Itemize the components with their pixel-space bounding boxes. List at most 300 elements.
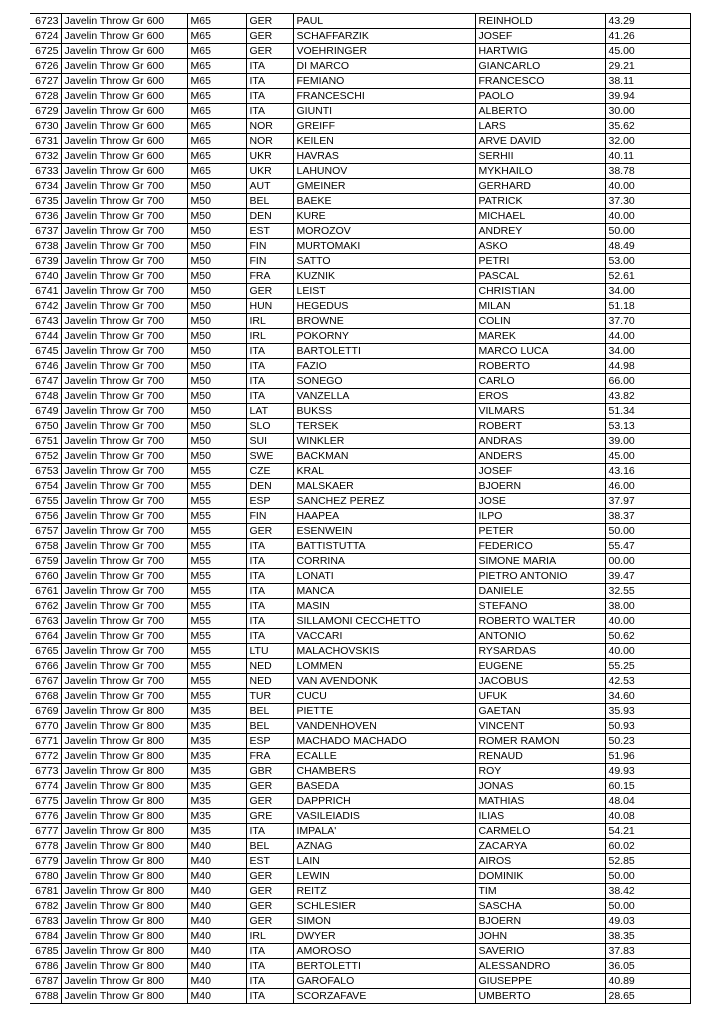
first-name: SIMONE MARIA xyxy=(475,554,605,569)
entry-number: 6779 xyxy=(30,854,61,869)
first-name: LARS xyxy=(475,119,605,134)
table-row xyxy=(30,884,690,899)
result-mark: 37.83 xyxy=(605,944,690,959)
last-name: LEWIN xyxy=(293,869,475,884)
entry-number: 6769 xyxy=(30,704,61,719)
first-name: ALBERTO xyxy=(475,104,605,119)
table-row xyxy=(30,554,690,569)
result-mark: 50.00 xyxy=(605,224,690,239)
first-name: ZACARYA xyxy=(475,839,605,854)
table-row xyxy=(30,74,690,89)
result-mark: 60.02 xyxy=(605,839,690,854)
event-name: Javelin Throw Gr 800 xyxy=(61,809,187,824)
result-mark: 53.13 xyxy=(605,419,690,434)
age-category: M50 xyxy=(187,269,246,284)
age-category: M40 xyxy=(187,854,246,869)
event-name: Javelin Throw Gr 700 xyxy=(61,284,187,299)
entry-number: 6732 xyxy=(30,149,61,164)
last-name: SCHAFFARZIK xyxy=(293,29,475,44)
result-mark: 45.00 xyxy=(605,449,690,464)
entry-number: 6783 xyxy=(30,914,61,929)
entry-number: 6767 xyxy=(30,674,61,689)
country-code: ITA xyxy=(246,629,293,644)
first-name: MARCO LUCA xyxy=(475,344,605,359)
age-category: M55 xyxy=(187,539,246,554)
age-category: M50 xyxy=(187,329,246,344)
age-category: M65 xyxy=(187,74,246,89)
first-name: MATHIAS xyxy=(475,794,605,809)
result-mark: 50.00 xyxy=(605,899,690,914)
result-mark: 54.21 xyxy=(605,824,690,839)
result-mark: 35.93 xyxy=(605,704,690,719)
table-row xyxy=(30,659,690,674)
first-name: ILIAS xyxy=(475,809,605,824)
first-name: SERHII xyxy=(475,149,605,164)
last-name: ESENWEIN xyxy=(293,524,475,539)
result-mark: 39.00 xyxy=(605,434,690,449)
event-name: Javelin Throw Gr 700 xyxy=(61,404,187,419)
table-row xyxy=(30,569,690,584)
entry-number: 6724 xyxy=(30,29,61,44)
entry-number: 6738 xyxy=(30,239,61,254)
country-code: CZE xyxy=(246,464,293,479)
event-name: Javelin Throw Gr 700 xyxy=(61,569,187,584)
last-name: LAIN xyxy=(293,854,475,869)
first-name: ILPO xyxy=(475,509,605,524)
first-name: JOSE xyxy=(475,494,605,509)
entry-number: 6787 xyxy=(30,974,61,989)
result-mark: 42.53 xyxy=(605,674,690,689)
last-name: VOEHRINGER xyxy=(293,44,475,59)
age-category: M35 xyxy=(187,704,246,719)
last-name: KRAL xyxy=(293,464,475,479)
result-mark: 39.47 xyxy=(605,569,690,584)
country-code: ITA xyxy=(246,389,293,404)
first-name: UMBERTO xyxy=(475,989,605,1004)
table-row xyxy=(30,179,690,194)
country-code: ITA xyxy=(246,104,293,119)
event-name: Javelin Throw Gr 700 xyxy=(61,479,187,494)
entry-number: 6763 xyxy=(30,614,61,629)
event-name: Javelin Throw Gr 700 xyxy=(61,614,187,629)
entry-number: 6726 xyxy=(30,59,61,74)
table-row xyxy=(30,314,690,329)
first-name: DANIELE xyxy=(475,584,605,599)
age-category: M55 xyxy=(187,644,246,659)
first-name: GAETAN xyxy=(475,704,605,719)
entry-number: 6723 xyxy=(30,14,61,29)
result-mark: 52.61 xyxy=(605,269,690,284)
entry-number: 6777 xyxy=(30,824,61,839)
event-name: Javelin Throw Gr 800 xyxy=(61,989,187,1004)
result-mark: 53.00 xyxy=(605,254,690,269)
country-code: GER xyxy=(246,884,293,899)
country-code: FIN xyxy=(246,254,293,269)
table-row xyxy=(30,989,690,1004)
first-name: ROY xyxy=(475,764,605,779)
country-code: ITA xyxy=(246,569,293,584)
result-mark: 41.26 xyxy=(605,29,690,44)
entry-number: 6781 xyxy=(30,884,61,899)
result-mark: 35.62 xyxy=(605,119,690,134)
entry-number: 6773 xyxy=(30,764,61,779)
result-mark: 43.82 xyxy=(605,389,690,404)
first-name: MILAN xyxy=(475,299,605,314)
result-mark: 32.55 xyxy=(605,584,690,599)
entry-number: 6741 xyxy=(30,284,61,299)
event-name: Javelin Throw Gr 700 xyxy=(61,314,187,329)
result-mark: 52.85 xyxy=(605,854,690,869)
result-mark: 50.93 xyxy=(605,719,690,734)
result-mark: 43.29 xyxy=(605,14,690,29)
first-name: ROMER RAMON xyxy=(475,734,605,749)
entry-number: 6739 xyxy=(30,254,61,269)
table-row xyxy=(30,284,690,299)
age-category: M65 xyxy=(187,59,246,74)
first-name: CARMELO xyxy=(475,824,605,839)
table-row xyxy=(30,299,690,314)
table-row xyxy=(30,524,690,539)
event-name: Javelin Throw Gr 600 xyxy=(61,89,187,104)
entry-number: 6749 xyxy=(30,404,61,419)
event-name: Javelin Throw Gr 700 xyxy=(61,524,187,539)
last-name: FRANCESCHI xyxy=(293,89,475,104)
result-mark: 50.00 xyxy=(605,869,690,884)
last-name: HEGEDUS xyxy=(293,299,475,314)
age-category: M65 xyxy=(187,164,246,179)
table-row xyxy=(30,614,690,629)
country-code: UKR xyxy=(246,164,293,179)
country-code: GER xyxy=(246,794,293,809)
first-name: TIM xyxy=(475,884,605,899)
first-name: JOHN xyxy=(475,929,605,944)
first-name: REINHOLD xyxy=(475,14,605,29)
entry-number: 6740 xyxy=(30,269,61,284)
result-mark: 55.47 xyxy=(605,539,690,554)
first-name: AIROS xyxy=(475,854,605,869)
event-name: Javelin Throw Gr 700 xyxy=(61,389,187,404)
table-row xyxy=(30,269,690,284)
first-name: PETER xyxy=(475,524,605,539)
event-name: Javelin Throw Gr 800 xyxy=(61,974,187,989)
last-name: GAROFALO xyxy=(293,974,475,989)
table-row xyxy=(30,539,690,554)
table-row xyxy=(30,584,690,599)
age-category: M35 xyxy=(187,719,246,734)
first-name: ANDRAS xyxy=(475,434,605,449)
entry-number: 6731 xyxy=(30,134,61,149)
entry-number: 6756 xyxy=(30,509,61,524)
country-code: GBR xyxy=(246,764,293,779)
result-mark: 49.03 xyxy=(605,914,690,929)
result-mark: 50.00 xyxy=(605,524,690,539)
table-row xyxy=(30,674,690,689)
last-name: WINKLER xyxy=(293,434,475,449)
entry-number: 6788 xyxy=(30,989,61,1004)
event-name: Javelin Throw Gr 700 xyxy=(61,689,187,704)
first-name: STEFANO xyxy=(475,599,605,614)
table-row xyxy=(30,164,690,179)
first-name: FEDERICO xyxy=(475,539,605,554)
result-mark: 49.93 xyxy=(605,764,690,779)
entry-number: 6728 xyxy=(30,89,61,104)
last-name: HAAPEA xyxy=(293,509,475,524)
last-name: IMPALA' xyxy=(293,824,475,839)
first-name: GERHARD xyxy=(475,179,605,194)
country-code: DEN xyxy=(246,209,293,224)
event-name: Javelin Throw Gr 800 xyxy=(61,719,187,734)
country-code: FIN xyxy=(246,509,293,524)
event-name: Javelin Throw Gr 600 xyxy=(61,59,187,74)
entry-number: 6733 xyxy=(30,164,61,179)
result-mark: 40.08 xyxy=(605,809,690,824)
table-row xyxy=(30,389,690,404)
result-mark: 30.00 xyxy=(605,104,690,119)
last-name: DAPPRICH xyxy=(293,794,475,809)
country-code: GER xyxy=(246,29,293,44)
country-code: IRL xyxy=(246,929,293,944)
age-category: M65 xyxy=(187,14,246,29)
age-category: M40 xyxy=(187,899,246,914)
entry-number: 6772 xyxy=(30,749,61,764)
result-mark: 38.42 xyxy=(605,884,690,899)
age-category: M55 xyxy=(187,554,246,569)
result-mark: 38.11 xyxy=(605,74,690,89)
table-row xyxy=(30,824,690,839)
first-name: JOSEF xyxy=(475,464,605,479)
entry-number: 6735 xyxy=(30,194,61,209)
table-row xyxy=(30,149,690,164)
event-name: Javelin Throw Gr 600 xyxy=(61,149,187,164)
table-row xyxy=(30,359,690,374)
last-name: BASEDA xyxy=(293,779,475,794)
age-category: M65 xyxy=(187,149,246,164)
entry-number: 6746 xyxy=(30,359,61,374)
first-name: JACOBUS xyxy=(475,674,605,689)
result-mark: 50.23 xyxy=(605,734,690,749)
result-mark: 34.00 xyxy=(605,344,690,359)
event-name: Javelin Throw Gr 800 xyxy=(61,929,187,944)
last-name: MASIN xyxy=(293,599,475,614)
last-name: PIETTE xyxy=(293,704,475,719)
first-name: CHRISTIAN xyxy=(475,284,605,299)
last-name: VASILEIADIS xyxy=(293,809,475,824)
table-row xyxy=(30,404,690,419)
event-name: Javelin Throw Gr 600 xyxy=(61,119,187,134)
country-code: FIN xyxy=(246,239,293,254)
table-row xyxy=(30,29,690,44)
entry-number: 6755 xyxy=(30,494,61,509)
age-category: M40 xyxy=(187,974,246,989)
country-code: FRA xyxy=(246,269,293,284)
age-category: M50 xyxy=(187,239,246,254)
country-code: IRL xyxy=(246,329,293,344)
result-mark: 60.15 xyxy=(605,779,690,794)
table-row xyxy=(30,779,690,794)
first-name: ANDREY xyxy=(475,224,605,239)
country-code: GER xyxy=(246,869,293,884)
country-code: LAT xyxy=(246,404,293,419)
entry-number: 6745 xyxy=(30,344,61,359)
last-name: AZNAG xyxy=(293,839,475,854)
country-code: LTU xyxy=(246,644,293,659)
country-code: NOR xyxy=(246,119,293,134)
result-mark: 40.89 xyxy=(605,974,690,989)
first-name: CARLO xyxy=(475,374,605,389)
event-name: Javelin Throw Gr 800 xyxy=(61,764,187,779)
entry-number: 6782 xyxy=(30,899,61,914)
event-name: Javelin Throw Gr 800 xyxy=(61,779,187,794)
table-row xyxy=(30,104,690,119)
last-name: LOMMEN xyxy=(293,659,475,674)
first-name: PATRICK xyxy=(475,194,605,209)
age-category: M55 xyxy=(187,509,246,524)
event-name: Javelin Throw Gr 800 xyxy=(61,824,187,839)
age-category: M50 xyxy=(187,359,246,374)
table-row xyxy=(30,689,690,704)
table-row xyxy=(30,254,690,269)
age-category: M65 xyxy=(187,44,246,59)
first-name: PIETRO ANTONIO xyxy=(475,569,605,584)
table-row xyxy=(30,239,690,254)
country-code: IRL xyxy=(246,314,293,329)
result-mark: 37.70 xyxy=(605,314,690,329)
country-code: FRA xyxy=(246,749,293,764)
last-name: SCHLESIER xyxy=(293,899,475,914)
result-mark: 43.16 xyxy=(605,464,690,479)
country-code: GER xyxy=(246,44,293,59)
country-code: ITA xyxy=(246,59,293,74)
last-name: HAVRAS xyxy=(293,149,475,164)
table-row xyxy=(30,644,690,659)
event-name: Javelin Throw Gr 700 xyxy=(61,269,187,284)
event-name: Javelin Throw Gr 800 xyxy=(61,704,187,719)
age-category: M40 xyxy=(187,929,246,944)
last-name: GMEINER xyxy=(293,179,475,194)
event-name: Javelin Throw Gr 600 xyxy=(61,14,187,29)
first-name: RENAUD xyxy=(475,749,605,764)
last-name: FEMIANO xyxy=(293,74,475,89)
country-code: ITA xyxy=(246,374,293,389)
result-mark: 44.98 xyxy=(605,359,690,374)
result-mark: 32.00 xyxy=(605,134,690,149)
country-code: NED xyxy=(246,674,293,689)
table-row xyxy=(30,899,690,914)
age-category: M65 xyxy=(187,89,246,104)
entry-number: 6780 xyxy=(30,869,61,884)
results-body xyxy=(30,14,690,1004)
age-category: M50 xyxy=(187,449,246,464)
entry-number: 6730 xyxy=(30,119,61,134)
age-category: M35 xyxy=(187,809,246,824)
country-code: EST xyxy=(246,224,293,239)
first-name: EUGENE xyxy=(475,659,605,674)
entry-number: 6776 xyxy=(30,809,61,824)
table-row xyxy=(30,704,690,719)
country-code: ITA xyxy=(246,824,293,839)
entry-number: 6734 xyxy=(30,179,61,194)
entry-number: 6784 xyxy=(30,929,61,944)
result-mark: 38.00 xyxy=(605,599,690,614)
entry-number: 6753 xyxy=(30,464,61,479)
last-name: DWYER xyxy=(293,929,475,944)
result-mark: 40.00 xyxy=(605,179,690,194)
last-name: VACCARI xyxy=(293,629,475,644)
age-category: M55 xyxy=(187,494,246,509)
table-row xyxy=(30,869,690,884)
country-code: GER xyxy=(246,899,293,914)
event-name: Javelin Throw Gr 800 xyxy=(61,734,187,749)
last-name: CHAMBERS xyxy=(293,764,475,779)
table-row xyxy=(30,134,690,149)
event-name: Javelin Throw Gr 800 xyxy=(61,854,187,869)
country-code: ESP xyxy=(246,734,293,749)
table-row xyxy=(30,434,690,449)
last-name: DI MARCO xyxy=(293,59,475,74)
event-name: Javelin Throw Gr 800 xyxy=(61,839,187,854)
first-name: RYSARDAS xyxy=(475,644,605,659)
entry-number: 6729 xyxy=(30,104,61,119)
table-row xyxy=(30,464,690,479)
country-code: TUR xyxy=(246,689,293,704)
last-name: KUZNIK xyxy=(293,269,475,284)
age-category: M55 xyxy=(187,479,246,494)
event-name: Javelin Throw Gr 700 xyxy=(61,359,187,374)
country-code: ITA xyxy=(246,554,293,569)
age-category: M40 xyxy=(187,884,246,899)
country-code: NED xyxy=(246,659,293,674)
table-row xyxy=(30,914,690,929)
country-code: ITA xyxy=(246,74,293,89)
event-name: Javelin Throw Gr 600 xyxy=(61,29,187,44)
table-row xyxy=(30,734,690,749)
event-name: Javelin Throw Gr 600 xyxy=(61,134,187,149)
first-name: JOSEF xyxy=(475,29,605,44)
last-name: PAUL xyxy=(293,14,475,29)
table-row xyxy=(30,344,690,359)
event-name: Javelin Throw Gr 800 xyxy=(61,899,187,914)
first-name: PASCAL xyxy=(475,269,605,284)
first-name: MYKHAILO xyxy=(475,164,605,179)
event-name: Javelin Throw Gr 700 xyxy=(61,494,187,509)
entry-number: 6754 xyxy=(30,479,61,494)
last-name: CORRINA xyxy=(293,554,475,569)
first-name: PETRI xyxy=(475,254,605,269)
country-code: AUT xyxy=(246,179,293,194)
last-name: VANZELLA xyxy=(293,389,475,404)
entry-number: 6786 xyxy=(30,959,61,974)
age-category: M50 xyxy=(187,434,246,449)
age-category: M50 xyxy=(187,179,246,194)
country-code: EST xyxy=(246,854,293,869)
first-name: FRANCESCO xyxy=(475,74,605,89)
table-row xyxy=(30,719,690,734)
event-name: Javelin Throw Gr 700 xyxy=(61,329,187,344)
event-name: Javelin Throw Gr 700 xyxy=(61,659,187,674)
event-name: Javelin Throw Gr 700 xyxy=(61,299,187,314)
first-name: ANDERS xyxy=(475,449,605,464)
event-name: Javelin Throw Gr 700 xyxy=(61,584,187,599)
country-code: GER xyxy=(246,524,293,539)
last-name: CUCU xyxy=(293,689,475,704)
event-name: Javelin Throw Gr 800 xyxy=(61,944,187,959)
event-name: Javelin Throw Gr 700 xyxy=(61,374,187,389)
country-code: ITA xyxy=(246,944,293,959)
age-category: M50 xyxy=(187,389,246,404)
age-category: M50 xyxy=(187,299,246,314)
table-row xyxy=(30,944,690,959)
event-name: Javelin Throw Gr 700 xyxy=(61,224,187,239)
